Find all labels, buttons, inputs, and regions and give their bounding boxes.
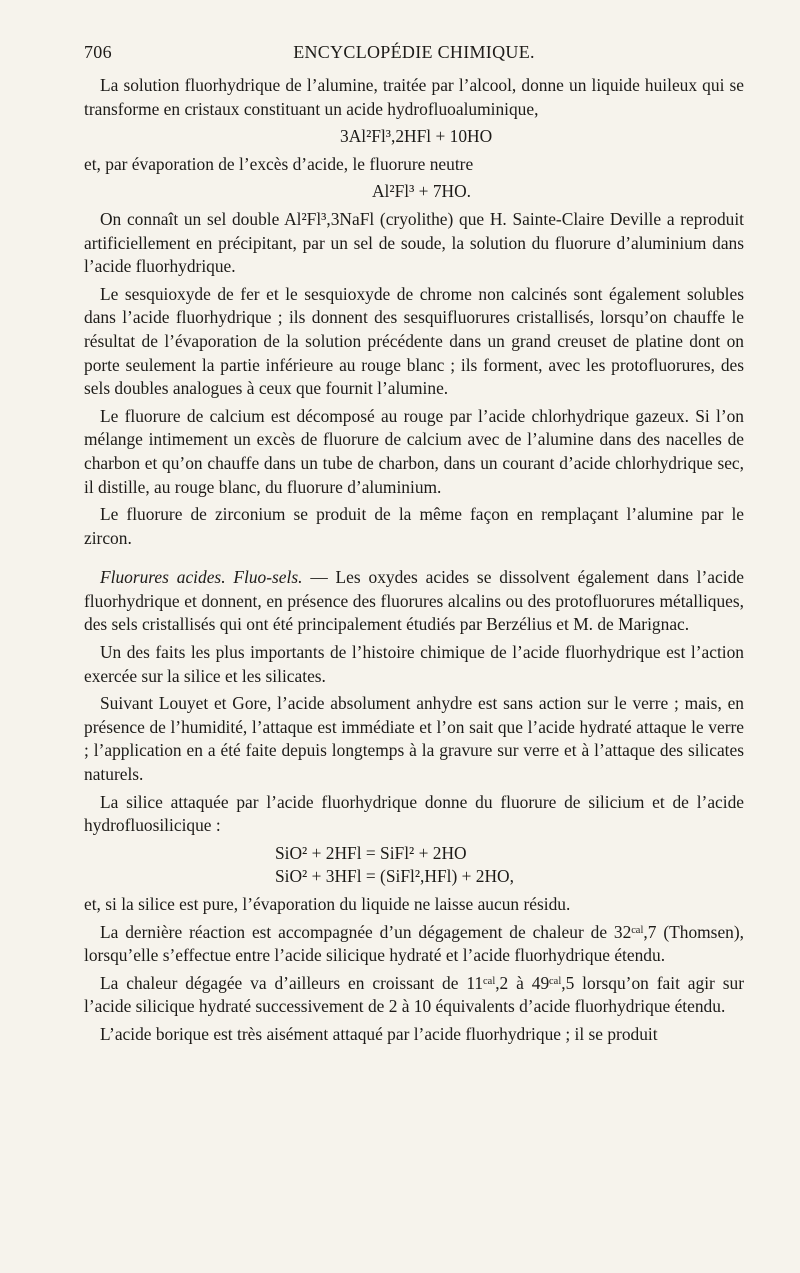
page-number: 706	[84, 42, 112, 62]
formula: SiO² + 2HFl = SiFl² + 2HO	[275, 842, 467, 863]
section-text: — Les oxydes acides se dissolvent également dans l’acide fluorhydrique et donnent, en présence des fluorures alcalins ou des protofluorures métalliques, des sels cristallisés qui ont été principalement étudiés par Berzélius et M. de Marignac.	[84, 567, 744, 635]
paragraph: Un des faits les plus importants de l’histoire chimique de l’acide fluorhydrique est l’action exercée sur la silice et les silicates.	[84, 642, 744, 686]
running-title: ENCYCLOPÉDIE CHIMIQUE.	[293, 42, 535, 62]
paragraph: La solution fluorhydrique de l’alumine, traitée par l’alcool, donne un liquide huileux qui se transforme en cristaux constituant un acide hydrofluoaluminique,	[84, 75, 744, 119]
paragraph: L’acide borique est très aisément attaqué par l’acide fluorhydrique ; il se produit	[100, 1023, 658, 1044]
paragraph: On connaît un sel double Al²Fl³,3NaFl (cryolithe) que H. Sainte-Claire Deville a reproduit artificiellement en précipitant, par un sel de soude, la solution du fluorure d’aluminium dans l’acide fluorhydrique.	[84, 208, 744, 277]
paragraph: Le fluorure de calcium est décomposé au rouge par l’acide chlorhydrique gazeux. Si l’on mélange intimement un excès de fluorure de calcium avec de l’alumine dans des nacelles de charbon et qu’on chauffe dans un tube de charbon, dans un courant d’acide chlorhydrique sec, il distille, au rouge blanc, du fluorure d’aluminium.	[84, 405, 744, 497]
section-title: Fluorures acides. Fluo-sels.	[100, 567, 303, 588]
body-text	[84, 74, 744, 1051]
paragraph: et, par évaporation de l’excès d’acide, le fluorure neutre	[84, 153, 474, 174]
formula: Al²Fl³ + 7HO.	[372, 181, 471, 202]
paragraph: La silice attaquée par l’acide fluorhydrique donne du fluorure de silicium et de l’acide hydrofluosilicique :	[84, 791, 744, 836]
paragraph: Le sesquioxyde de fer et le sesquioxyde de chrome non calcinés sont également solubles dans l’acide fluorhydrique ; ils donnent des sesquifluorures cristallisés, lorsqu’on chauffe le résultat de l’évaporation de la solution précédente dans un grand creuset de platine dont on porte seulement la partie inférieure au rouge blanc ; ils forment, avec les protofluorures, des sels doubles analogues à ceux que fournit l’alumine.	[84, 283, 744, 399]
paragraph: La chaleur dégagée va d’ailleurs en croissant de 11ᶜᵃˡ,2 à 49ᶜᵃˡ,5 lorsqu’on fait agir sur l’acide silicique hydraté successivement de 2 à 10 équivalents d’acide fluorhydrique étendu.	[84, 972, 744, 1017]
formula: SiO² + 3HFl = (SiFl²,HFl) + 2HO,	[275, 866, 514, 887]
paragraph: Suivant Louyet et Gore, l’acide absolument anhydre est sans action sur le verre ; mais, en présence de l’humidité, l’attaque est immédiate et l’on sait que l’acide hydraté attaque le verre ; l’application en a été faite depuis longtemps à la gravure sur verre et à l’attaque des silicates naturels.	[84, 693, 744, 785]
page-header	[84, 42, 744, 68]
paragraph: La dernière réaction est accompagnée d’un dégagement de chaleur de 32ᶜᵃˡ,7 (Thomsen), lorsqu’elle s’effectue entre l’acide silicique hydraté et l’acide fluorhydrique étendu.	[84, 921, 744, 966]
section-paragraph	[84, 566, 744, 637]
formula: 3Al²Fl³,2HFl + 10HO	[340, 126, 493, 147]
paragraph: et, si la silice est pure, l’évaporation du liquide ne laisse aucun résidu.	[84, 894, 571, 914]
paragraph: Le fluorure de zirconium se produit de la même façon en remplaçant l’alumine par le zircon.	[84, 504, 744, 548]
